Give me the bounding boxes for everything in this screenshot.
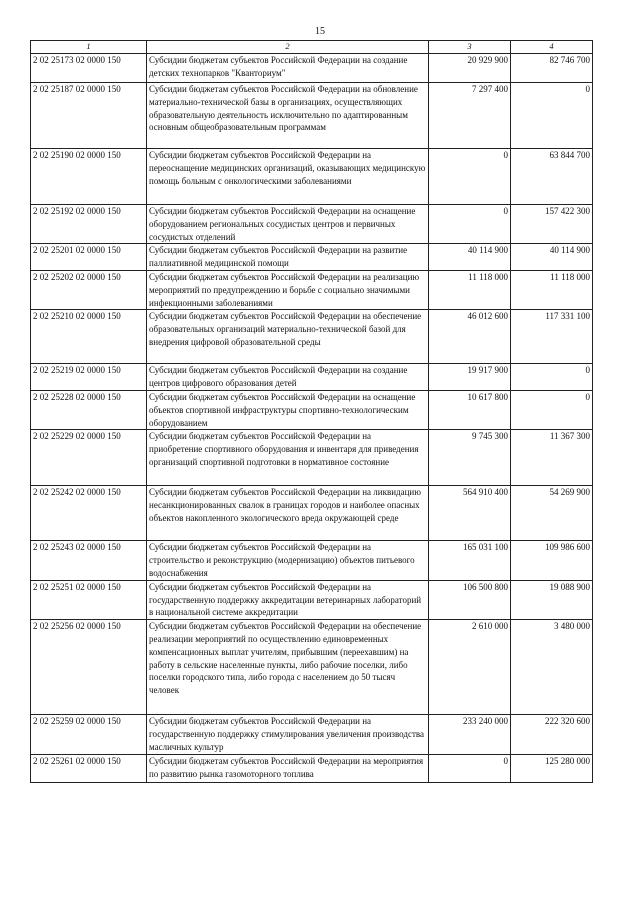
row-value-col4: 3 480 000 xyxy=(511,620,593,715)
table-row xyxy=(31,270,593,309)
row-description: Субсидии бюджетам субъектов Российской Федерации на обеспечение образовательных организаций материально-технической базой для внедрения цифровой образовательной среды xyxy=(147,310,429,364)
row-description: Субсидии бюджетам субъектов Российской Федерации на оснащение оборудованием региональных сосудистых центров и первичных сосудистых отделений xyxy=(147,205,429,244)
row-code: 2 02 25228 02 0000 150 xyxy=(31,390,147,429)
row-code: 2 02 25261 02 0000 150 xyxy=(31,755,147,783)
row-code: 2 02 25190 02 0000 150 xyxy=(31,149,147,205)
table-row xyxy=(31,620,593,715)
row-value-col4: 0 xyxy=(511,364,593,391)
row-value-col4: 11 367 300 xyxy=(511,430,593,486)
row-code: 2 02 25259 02 0000 150 xyxy=(31,715,147,755)
row-value-col3: 11 118 000 xyxy=(429,270,511,309)
column-header: 3 xyxy=(429,41,511,54)
row-code: 2 02 25251 02 0000 150 xyxy=(31,580,147,619)
row-description: Субсидии бюджетам субъектов Российской Федерации на создание детских технопарков "Кванториум" xyxy=(147,54,429,83)
row-code: 2 02 25242 02 0000 150 xyxy=(31,486,147,541)
table-row xyxy=(31,390,593,429)
row-code: 2 02 25219 02 0000 150 xyxy=(31,364,147,391)
row-value-col3: 2 610 000 xyxy=(429,620,511,715)
row-code: 2 02 25210 02 0000 150 xyxy=(31,310,147,364)
row-description: Субсидии бюджетам субъектов Российской Федерации на государственную поддержку стимулирования увеличения производства масличных культур xyxy=(147,715,429,755)
table-row xyxy=(31,430,593,486)
row-value-col3: 233 240 000 xyxy=(429,715,511,755)
row-code: 2 02 25201 02 0000 150 xyxy=(31,244,147,271)
row-value-col4: 109 986 600 xyxy=(511,541,593,580)
table-row xyxy=(31,541,593,580)
header-row xyxy=(31,41,593,54)
row-value-col3: 9 745 300 xyxy=(429,430,511,486)
table-row xyxy=(31,54,593,83)
table-row xyxy=(31,486,593,541)
row-description: Субсидии бюджетам субъектов Российской Федерации на переоснащение медицинских организаций, оказывающих медицинскую помощь больным с онкологическими заболеваниями xyxy=(147,149,429,205)
row-description: Субсидии бюджетам субъектов Российской Федерации на обеспечение реализации мероприятий по осуществлению единовременных компенсационных выплат учителям, прибывшим (переехавшим) на работу в сельские населенные пункты, либо рабочие поселки, либо поселки городского типа, либо города с населением до 50 тысяч человек xyxy=(147,620,429,715)
table-row xyxy=(31,755,593,783)
table-row xyxy=(31,580,593,619)
row-value-col4: 0 xyxy=(511,83,593,149)
column-header: 2 xyxy=(147,41,429,54)
row-description: Субсидии бюджетам субъектов Российской Федерации на развитие паллиативной медицинской помощи xyxy=(147,244,429,271)
row-value-col3: 0 xyxy=(429,755,511,783)
row-description: Субсидии бюджетам субъектов Российской Федерации на создание центров цифрового образования детей xyxy=(147,364,429,391)
row-value-col3: 0 xyxy=(429,149,511,205)
row-code: 2 02 25256 02 0000 150 xyxy=(31,620,147,715)
row-value-col3: 564 910 400 xyxy=(429,486,511,541)
table-row xyxy=(31,715,593,755)
row-value-col4: 82 746 700 xyxy=(511,54,593,83)
table-row xyxy=(31,244,593,271)
row-value-col4: 11 118 000 xyxy=(511,270,593,309)
row-code: 2 02 25202 02 0000 150 xyxy=(31,270,147,309)
row-value-col3: 7 297 400 xyxy=(429,83,511,149)
table-row xyxy=(31,364,593,391)
row-value-col3: 165 031 100 xyxy=(429,541,511,580)
table-row xyxy=(31,83,593,149)
row-description: Субсидии бюджетам субъектов Российской Федерации на оснащение объектов спортивной инфраструктуры спортивно-технологическим оборудованием xyxy=(147,390,429,429)
row-description: Субсидии бюджетам субъектов Российской Федерации на приобретение спортивного оборудования и инвентаря для приведения организаций спортивной подготовки в нормативное состояние xyxy=(147,430,429,486)
row-description: Субсидии бюджетам субъектов Российской Федерации на строительство и реконструкцию (модернизацию) объектов питьевого водоснабжения xyxy=(147,541,429,580)
row-description: Субсидии бюджетам субъектов Российской Федерации на ликвидацию несанкционированных свалок в границах городов и наиболее опасных объектов накопленного экологического вреда окружающей среде xyxy=(147,486,429,541)
table-row xyxy=(31,149,593,205)
row-value-col4: 117 331 100 xyxy=(511,310,593,364)
row-value-col3: 19 917 900 xyxy=(429,364,511,391)
column-header: 4 xyxy=(511,41,593,54)
row-value-col3: 10 617 800 xyxy=(429,390,511,429)
row-value-col3: 0 xyxy=(429,205,511,244)
table-row xyxy=(31,205,593,244)
table-row xyxy=(31,310,593,364)
column-header: 1 xyxy=(31,41,147,54)
row-value-col3: 40 114 900 xyxy=(429,244,511,271)
row-code: 2 02 25173 02 0000 150 xyxy=(31,54,147,83)
row-value-col4: 19 088 900 xyxy=(511,580,593,619)
row-description: Субсидии бюджетам субъектов Российской Федерации на обновление материально-технической базы в организациях, осуществляющих образовательную деятельность исключительно по адаптированным основным общеобразовательным программам xyxy=(147,83,429,149)
row-code: 2 02 25229 02 0000 150 xyxy=(31,430,147,486)
row-value-col4: 40 114 900 xyxy=(511,244,593,271)
row-code: 2 02 25243 02 0000 150 xyxy=(31,541,147,580)
row-value-col4: 63 844 700 xyxy=(511,149,593,205)
row-value-col3: 20 929 900 xyxy=(429,54,511,83)
row-description: Субсидии бюджетам субъектов Российской Федерации на реализацию мероприятий по предупреждению и борьбе с социально значимыми инфекционными заболеваниями xyxy=(147,270,429,309)
row-code: 2 02 25187 02 0000 150 xyxy=(31,83,147,149)
row-value-col4: 222 320 600 xyxy=(511,715,593,755)
budget-table xyxy=(30,40,593,783)
row-value-col3: 46 012 600 xyxy=(429,310,511,364)
row-value-col4: 125 280 000 xyxy=(511,755,593,783)
row-value-col4: 0 xyxy=(511,390,593,429)
row-description: Субсидии бюджетам субъектов Российской Федерации на государственную поддержку аккредитации ветеринарных лабораторий в национальной системе аккредитации xyxy=(147,580,429,619)
page-number: 15 xyxy=(315,26,325,37)
row-code: 2 02 25192 02 0000 150 xyxy=(31,205,147,244)
row-value-col4: 54 269 900 xyxy=(511,486,593,541)
row-value-col3: 106 500 800 xyxy=(429,580,511,619)
row-value-col4: 157 422 300 xyxy=(511,205,593,244)
row-description: Субсидии бюджетам субъектов Российской Федерации на мероприятия по развитию рынка газомоторного топлива xyxy=(147,755,429,783)
